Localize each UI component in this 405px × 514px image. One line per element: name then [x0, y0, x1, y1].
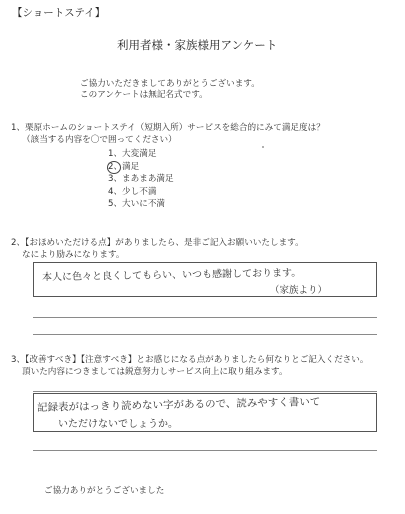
q2-handwritten-line-1: 本人に色々と良くしてもらい、いつも感謝しております。 — [41, 267, 302, 284]
q2-ruled-line — [33, 317, 377, 318]
q3-subtext: 頂いた内容につきましては鋭意努力しサービス向上に取り組みます。 — [22, 367, 288, 377]
q3-handwritten-line-1: 記録表がはっきり読めない字があるので、読みやすく書いて — [36, 396, 321, 414]
q1-instruction: （該当する内容を〇で囲ってください） — [22, 135, 177, 145]
q1-option-4: 4、少し不満 — [108, 187, 157, 197]
q1-option-1: 1、大変満足 — [108, 149, 157, 159]
selected-answer-circle — [107, 161, 121, 174]
q3-question: 3、【改善すべき】【注意すべき】とお感じになる点がありましたら何なりとご記入ください。 — [11, 355, 369, 365]
q2-handwritten-line-2: （家族より） — [270, 285, 328, 296]
q1-option-2: 2、満足 — [108, 162, 140, 172]
intro-line-1: ご協力いただきましてありがとうございます。 — [80, 79, 260, 89]
q1-option-3: 3、まあまあ満足 — [108, 174, 174, 184]
q3-ruled-line — [33, 391, 377, 392]
q1-option-5: 5、大いに不満 — [108, 199, 166, 209]
q2-ruled-line — [33, 334, 377, 335]
intro-line-2: このアンケートは無記名式です。 — [80, 90, 208, 100]
survey-title: 利用者様・家族様用アンケート — [117, 38, 278, 52]
q3-ruled-line — [33, 450, 377, 451]
q1-question: 1、栗原ホームのショートステイ（短期入所）サービスを総合的にみて満足度は？ — [11, 123, 325, 133]
q2-question: 2、【おほめいただける点】がありましたら、是非ご記入お願いいたします。 — [11, 238, 304, 248]
q2-subtext: なにより励みになります。 — [22, 250, 125, 260]
section-tag: 【ショートステイ】 — [12, 7, 106, 19]
closing-thanks: ご協力ありがとうございました — [44, 486, 165, 496]
scan-speck — [262, 146, 264, 148]
q3-handwritten-line-2: いただけないでしょうか。 — [58, 419, 178, 430]
